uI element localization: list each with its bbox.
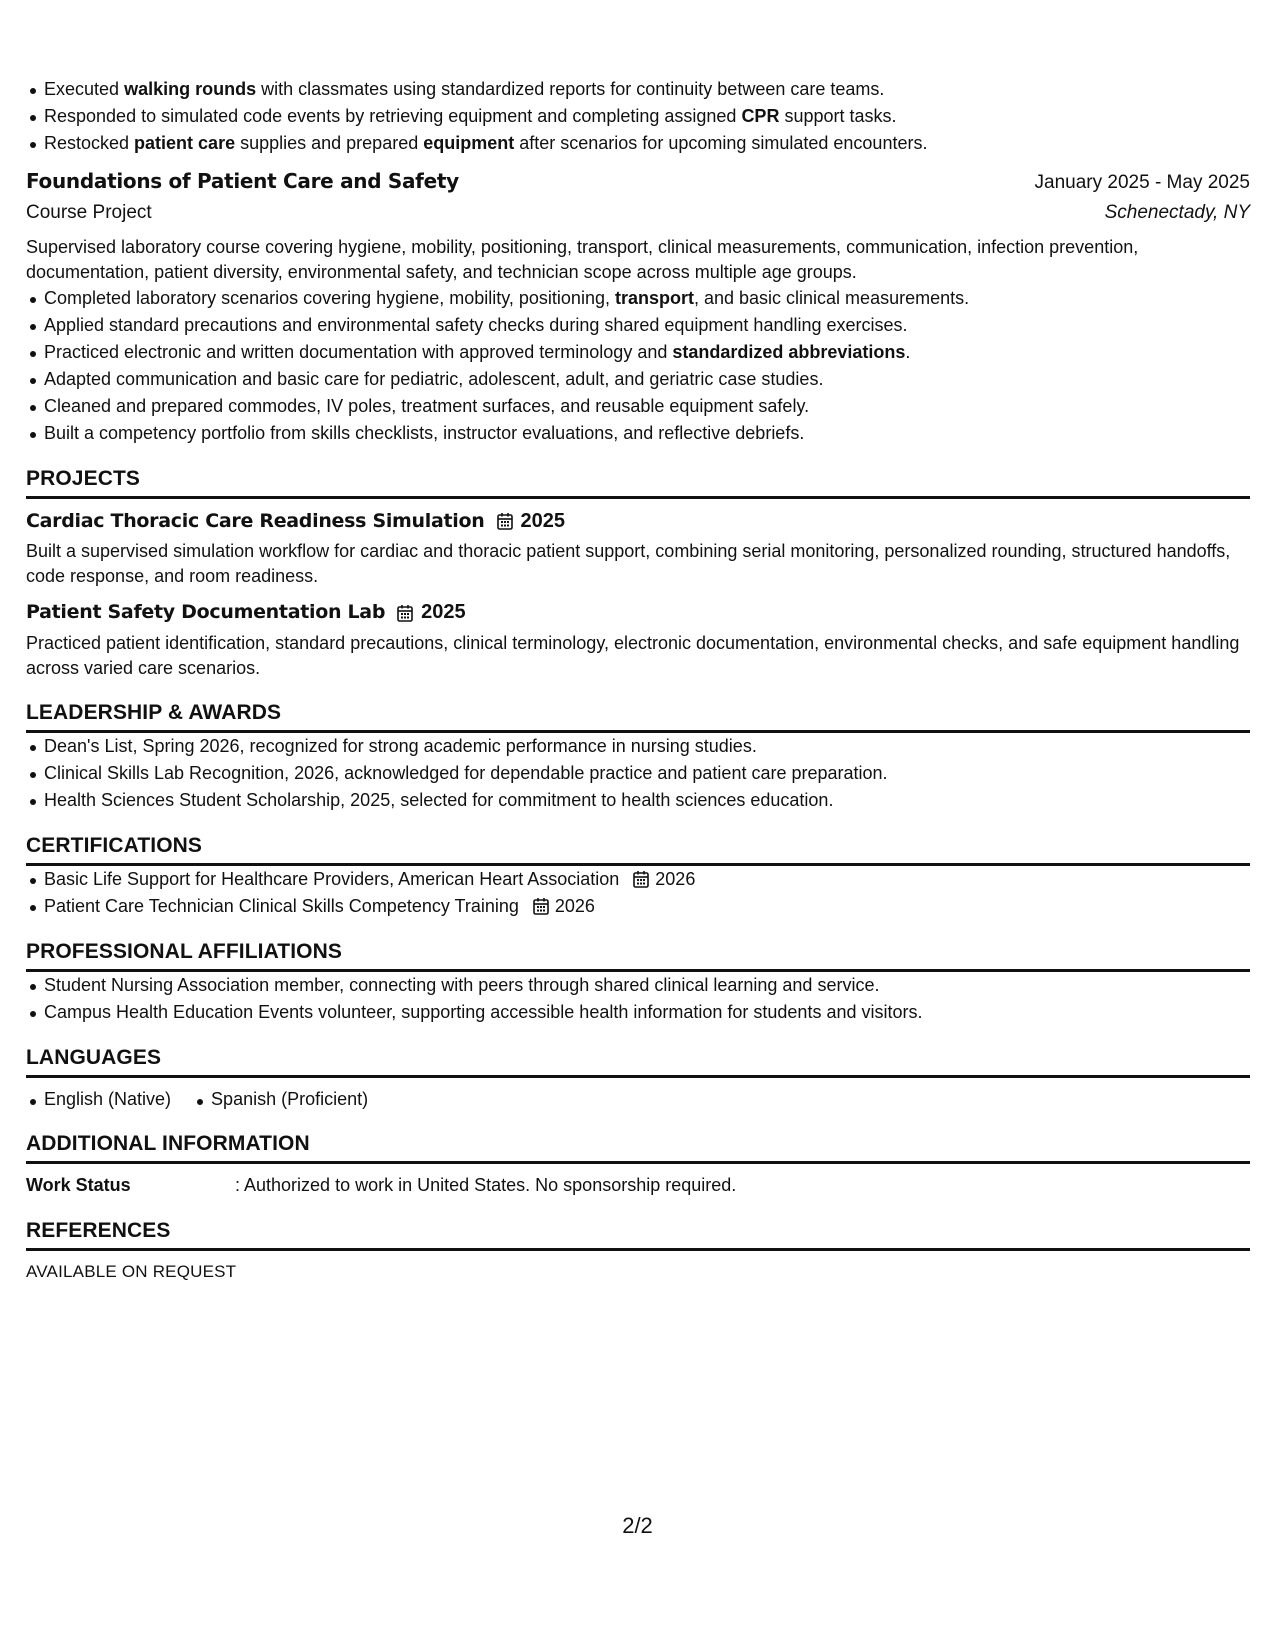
list-item: Executed walking rounds with classmates using standardized reports for continuity between care teams. — [44, 76, 1250, 103]
list-item — [44, 866, 1250, 893]
course-location: Schenectady, NY — [1104, 201, 1250, 223]
list-item: Adapted communication and basic care for pediatric, adolescent, adult, and geriatric case studies. — [44, 366, 1250, 393]
certifications-heading: CERTIFICATIONS — [26, 832, 1250, 866]
references-heading: REFERENCES — [26, 1217, 1250, 1251]
list-item: Cleaned and prepared commodes, IV poles, treatment surfaces, and reusable equipment safely. — [44, 393, 1250, 420]
languages-list — [26, 1087, 1250, 1113]
resume-page — [26, 76, 1250, 1284]
course-bullets — [26, 285, 1250, 447]
course-title: Foundations of Patient Care and Safety — [26, 169, 459, 193]
certification-year: 2026 — [655, 868, 696, 889]
references-text: AVAILABLE ON REQUEST — [26, 1261, 237, 1281]
list-item: Restocked patient care supplies and prepared equipment after scenarios for upcoming simulated encounters. — [44, 130, 1250, 157]
language-item: Spanish (Proficient) — [211, 1087, 368, 1113]
list-item — [44, 893, 1250, 920]
course-date: January 2025 - May 2025 — [1034, 172, 1250, 193]
calendar-icon — [397, 604, 413, 622]
project-year: 2025 — [421, 601, 466, 624]
certifications-list — [26, 866, 1250, 920]
course-role: Course Project — [26, 201, 152, 223]
project-header — [26, 598, 1250, 626]
projects-heading: PROJECTS — [26, 465, 1250, 499]
list-item: Practiced electronic and written documentation with approved terminology and standardized abbreviations. — [44, 339, 1250, 366]
list-item: Completed laboratory scenarios covering hygiene, mobility, positioning, transport, and basic clinical measurements. — [44, 285, 1250, 312]
leadership-list — [26, 733, 1250, 814]
list-item: Clinical Skills Lab Recognition, 2026, acknowledged for dependable practice and patient care preparation. — [44, 760, 1250, 787]
calendar-icon — [533, 897, 549, 915]
list-item: Health Sciences Student Scholarship, 2025, selected for commitment to health sciences education. — [44, 787, 1250, 814]
affiliations-heading: PROFESSIONAL AFFILIATIONS — [26, 938, 1250, 972]
list-item: Dean's List, Spring 2026, recognized for strong academic performance in nursing studies. — [44, 733, 1250, 760]
leadership-heading: LEADERSHIP & AWARDS — [26, 699, 1250, 733]
project-title: Cardiac Thoracic Care Readiness Simulation — [26, 509, 485, 532]
project-description: Practiced patient identification, standard precautions, clinical terminology, electronic documentation, environmental checks, and safe equipment handling across varied care scenarios. — [26, 632, 1240, 678]
experience-bullets — [26, 76, 1250, 157]
list-item: Built a competency portfolio from skills checklists, instructor evaluations, and reflective debriefs. — [44, 420, 1250, 447]
calendar-icon — [497, 512, 513, 530]
certification-year: 2026 — [554, 895, 595, 916]
list-item: Responded to simulated code events by retrieving equipment and completing assigned CPR support tasks. — [44, 103, 1250, 130]
project-description: Built a supervised simulation workflow for cardiac and thoracic patient support, combining serial monitoring, personalized rounding, structured handoffs, code response, and room readiness. — [26, 541, 1231, 587]
course-header — [26, 167, 1250, 197]
calendar-icon — [633, 870, 649, 888]
certification-name: Basic Life Support for Healthcare Providers, American Heart Association — [44, 868, 620, 889]
work-status-label: Work Status — [26, 1175, 131, 1196]
project-header — [26, 507, 1250, 535]
course-description: Supervised laboratory course covering hygiene, mobility, positioning, transport, clinical measurements, communication, infection prevention, documentation, patient diversity, environmental safety, and technician scope across multiple age groups. — [26, 236, 1139, 282]
list-item: Student Nursing Association member, connecting with peers through shared clinical learning and service. — [44, 972, 1250, 999]
language-item: English (Native) — [44, 1087, 171, 1113]
project-title: Patient Safety Documentation Lab — [26, 601, 386, 624]
languages-heading: LANGUAGES — [26, 1044, 1250, 1078]
list-item: Applied standard precautions and environmental safety checks during shared equipment handling exercises. — [44, 312, 1250, 339]
course-subheader — [26, 200, 1250, 227]
list-item: Campus Health Education Events volunteer, supporting accessible health information for students and visitors. — [44, 999, 1250, 1026]
project-year: 2025 — [520, 509, 565, 532]
additional-heading: ADDITIONAL INFORMATION — [26, 1130, 1250, 1164]
affiliations-list — [26, 972, 1250, 1026]
page-number: 2/2 — [622, 1513, 653, 1538]
certification-name: Patient Care Technician Clinical Skills Competency Training — [44, 895, 519, 916]
work-status-row — [26, 1173, 1250, 1199]
work-status-value: : Authorized to work in United States. No sponsorship required. — [235, 1175, 737, 1196]
